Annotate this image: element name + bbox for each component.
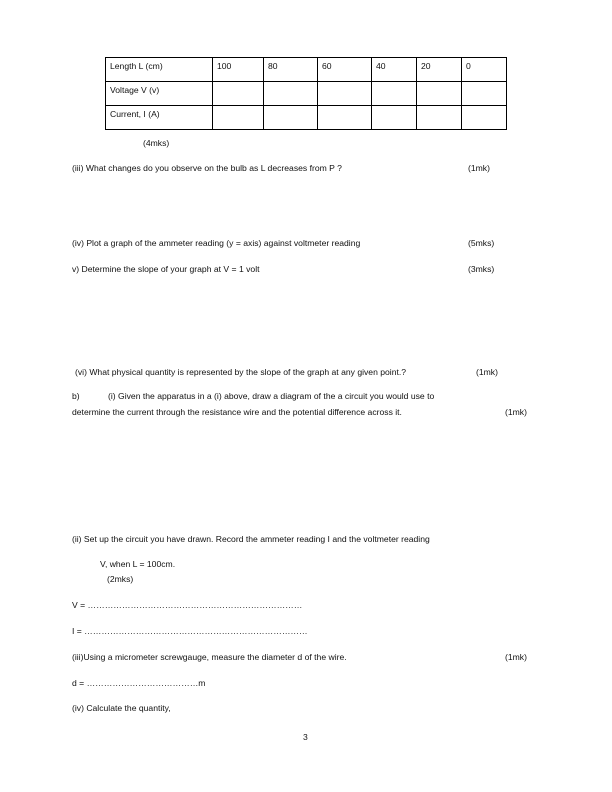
cell[interactable]	[462, 106, 507, 130]
table-row	[106, 58, 507, 82]
marks: (2mks)	[107, 574, 134, 584]
voltage-answer-line[interactable]: V = …………………………………………………………………	[72, 600, 303, 610]
cell[interactable]	[264, 82, 318, 106]
cell[interactable]	[417, 82, 462, 106]
cell[interactable]	[372, 106, 417, 130]
cell: 0	[462, 58, 507, 82]
cell: 80	[264, 58, 318, 82]
cell[interactable]	[318, 82, 372, 106]
cell[interactable]	[372, 82, 417, 106]
question-b-ii-line1: (ii) Set up the circuit you have drawn. Record the ammeter reading I and the voltmeter reading	[72, 534, 430, 544]
cell: 40	[372, 58, 417, 82]
cell[interactable]	[318, 106, 372, 130]
question-b-i-line1: (i) Given the apparatus in a (i) above, draw a diagram of the a circuit you would use to	[108, 391, 435, 401]
row-label: Voltage V (v)	[106, 82, 213, 106]
cell[interactable]	[462, 82, 507, 106]
question-iv: (iv) Plot a graph of the ammeter reading (y = axis) against voltmeter reading	[72, 238, 361, 248]
question-b-i-line2: determine the current through the resistance wire and the potential difference across it.	[72, 407, 402, 417]
cell[interactable]	[213, 82, 264, 106]
marks: (1mk)	[505, 652, 527, 662]
question-v: v) Determine the slope of your graph at V = 1 volt	[72, 264, 260, 274]
marks: (1mk)	[476, 367, 498, 377]
current-answer-line[interactable]: I = ……………………………………………………………………	[72, 626, 308, 636]
cell: 60	[318, 58, 372, 82]
question-iii: (iii) What changes do you observe on the bulb as L decreases from P ?	[72, 163, 342, 173]
question-b-ii-line2: V, when L = 100cm.	[100, 559, 176, 569]
row-label: Current, I (A)	[106, 106, 213, 130]
cell[interactable]	[264, 106, 318, 130]
row-label: Length L (cm)	[106, 58, 213, 82]
data-table	[105, 57, 507, 130]
cell[interactable]	[417, 106, 462, 130]
question-b-iv: (iv) Calculate the quantity,	[72, 703, 171, 713]
question-vi: (vi) What physical quantity is represented by the slope of the graph at any given point.?	[75, 367, 407, 377]
cell: 20	[417, 58, 462, 82]
diameter-answer-line[interactable]: d = …………………………………m	[72, 678, 206, 688]
table-row	[106, 82, 507, 106]
cell[interactable]	[213, 106, 264, 130]
marks: (5mks)	[468, 238, 495, 248]
table-marks: (4mks)	[143, 138, 170, 148]
cell: 100	[213, 58, 264, 82]
table-row	[106, 106, 507, 130]
part-b-label: b)	[72, 391, 80, 401]
marks: (1mk)	[505, 407, 527, 417]
marks: (1mk)	[468, 163, 490, 173]
question-b-iii: (iii)Using a micrometer screwgauge, measure the diameter d of the wire.	[72, 652, 347, 662]
marks: (3mks)	[468, 264, 495, 274]
page-number: 3	[303, 732, 308, 742]
